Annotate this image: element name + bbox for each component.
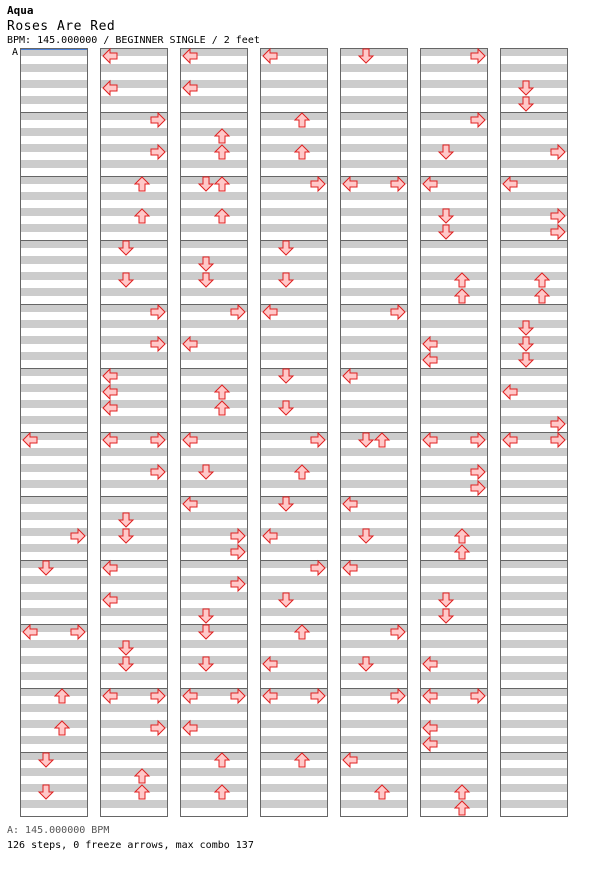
beat-stripe: [20, 448, 88, 456]
beat-stripe: [100, 176, 168, 184]
beat-stripe: [260, 160, 328, 168]
beat-stripe: [100, 448, 168, 456]
beat-stripe: [500, 672, 568, 680]
beat-stripe: [20, 368, 88, 376]
beat-stripe: [420, 672, 488, 680]
beat-stripe: [500, 400, 568, 408]
beat-stripe: [340, 416, 408, 424]
beat-stripe: [180, 384, 248, 392]
beat-stripe: [180, 480, 248, 488]
beat-stripe: [340, 64, 408, 72]
beat-stripe: [20, 656, 88, 664]
beat-stripe: [180, 512, 248, 520]
beat-stripe: [500, 336, 568, 344]
beat-stripe: [340, 592, 408, 600]
beat-stripe: [420, 640, 488, 648]
beat-stripe: [180, 400, 248, 408]
beat-stripe: [260, 608, 328, 616]
beat-stripe: [420, 624, 488, 632]
beat-stripe: [420, 576, 488, 584]
beat-stripe: [180, 672, 248, 680]
beat-stripe: [500, 480, 568, 488]
beat-stripe: [420, 544, 488, 552]
beat-stripe: [340, 272, 408, 280]
beat-stripe: [100, 160, 168, 168]
beat-stripe: [180, 64, 248, 72]
beat-stripe: [180, 240, 248, 248]
beat-stripe: [180, 352, 248, 360]
beat-stripe: [500, 704, 568, 712]
beat-stripe: [180, 640, 248, 648]
beat-stripe: [180, 592, 248, 600]
beat-stripe: [420, 320, 488, 328]
beat-stripe: [180, 608, 248, 616]
beat-stripe: [260, 224, 328, 232]
beat-stripe: [500, 576, 568, 584]
beat-stripe: [500, 528, 568, 536]
beat-stripe: [180, 368, 248, 376]
beat-stripe: [340, 448, 408, 456]
beat-stripe: [20, 256, 88, 264]
beat-stripe: [100, 64, 168, 72]
beat-stripe: [340, 96, 408, 104]
beat-stripe: [420, 272, 488, 280]
beat-stripe: [260, 192, 328, 200]
beat-stripe: [180, 128, 248, 136]
beat-stripe: [100, 128, 168, 136]
beat-stripe: [20, 544, 88, 552]
beat-stripe: [260, 128, 328, 136]
beat-stripe: [260, 720, 328, 728]
beat-stripe: [260, 448, 328, 456]
beat-stripe: [100, 288, 168, 296]
beat-stripe: [260, 240, 328, 248]
beat-stripe: [20, 688, 88, 696]
beat-stripe: [420, 192, 488, 200]
beat-stripe: [420, 528, 488, 536]
beat-stripe: [340, 736, 408, 744]
beat-stripe: [180, 416, 248, 424]
beat-stripe: [20, 608, 88, 616]
beat-stripe: [260, 336, 328, 344]
beat-stripe: [260, 272, 328, 280]
beat-stripe: [260, 352, 328, 360]
beat-stripe: [180, 272, 248, 280]
beat-stripe: [260, 480, 328, 488]
beat-stripe: [260, 640, 328, 648]
beat-stripe: [20, 240, 88, 248]
beat-stripe: [260, 96, 328, 104]
beat-stripe: [500, 496, 568, 504]
beat-stripe: [20, 112, 88, 120]
beat-stripe: [500, 656, 568, 664]
beat-stripe: [180, 784, 248, 792]
beat-stripe: [260, 592, 328, 600]
beat-stripe: [500, 272, 568, 280]
beat-stripe: [340, 400, 408, 408]
beat-stripe: [260, 256, 328, 264]
beat-stripe: [340, 800, 408, 808]
beat-stripe: [420, 288, 488, 296]
beat-stripe: [500, 608, 568, 616]
beat-stripe: [420, 240, 488, 248]
beat-stripe: [340, 160, 408, 168]
beat-stripe: [500, 640, 568, 648]
beat-stripe: [20, 176, 88, 184]
beat-stripe: [180, 624, 248, 632]
beat-stripe: [420, 512, 488, 520]
beat-stripe: [20, 704, 88, 712]
beat-stripe: [180, 656, 248, 664]
beat-stripe: [500, 64, 568, 72]
beat-stripe: [180, 192, 248, 200]
beat-stripe: [340, 352, 408, 360]
beat-stripe: [260, 672, 328, 680]
beat-stripe: [500, 768, 568, 776]
beat-stripe: [100, 512, 168, 520]
beat-stripe: [420, 800, 488, 808]
beat-stripe: [20, 272, 88, 280]
beat-stripe: [20, 416, 88, 424]
beat-stripe: [20, 800, 88, 808]
beat-stripe: [260, 208, 328, 216]
beat-stripe: [180, 224, 248, 232]
beat-stripe: [420, 400, 488, 408]
beat-stripe: [20, 64, 88, 72]
beat-stripe: [500, 304, 568, 312]
beat-stripe: [260, 752, 328, 760]
beat-stripe: [20, 736, 88, 744]
beat-stripe: [420, 784, 488, 792]
beat-stripe: [500, 560, 568, 568]
beat-stripe: [20, 592, 88, 600]
beat-stripe: [340, 288, 408, 296]
beat-stripe: [420, 608, 488, 616]
beat-stripe: [420, 224, 488, 232]
beat-stripe: [180, 320, 248, 328]
beat-stripe: [260, 320, 328, 328]
beat-stripe: [340, 720, 408, 728]
beat-stripe: [180, 800, 248, 808]
beat-stripe: [420, 448, 488, 456]
beat-stripe: [20, 224, 88, 232]
beat-stripe: [340, 256, 408, 264]
beat-stripe: [20, 496, 88, 504]
beat-stripe: [100, 240, 168, 248]
beat-stripe: [420, 416, 488, 424]
beat-stripe: [500, 800, 568, 808]
beat-stripe: [500, 544, 568, 552]
beat-stripe: [500, 48, 568, 56]
beat-stripe: [180, 448, 248, 456]
beat-stripe: [340, 544, 408, 552]
beat-stripe: [500, 96, 568, 104]
beat-stripe: [100, 656, 168, 664]
beat-stripe: [100, 208, 168, 216]
beat-stripe: [500, 240, 568, 248]
beat-stripe: [20, 320, 88, 328]
beat-stripe: [340, 432, 408, 440]
beat-stripe: [340, 768, 408, 776]
beat-stripe: [100, 224, 168, 232]
beat-stripe: [340, 512, 408, 520]
bpm-summary: A: 145.000000 BPM: [7, 825, 110, 836]
beat-stripe: [340, 192, 408, 200]
beat-stripe: [20, 400, 88, 408]
beat-stripe: [340, 208, 408, 216]
beat-stripe: [500, 288, 568, 296]
beat-stripe: [260, 800, 328, 808]
beat-stripe: [20, 480, 88, 488]
beat-stripe: [180, 256, 248, 264]
beat-stripe: [340, 80, 408, 88]
beat-stripe: [180, 176, 248, 184]
beat-stripe: [340, 224, 408, 232]
step-stats: 126 steps, 0 freeze arrows, max combo 137: [7, 840, 254, 851]
beat-stripe: [100, 320, 168, 328]
beat-stripe: [500, 512, 568, 520]
beat-stripe: [180, 560, 248, 568]
beat-stripe: [20, 96, 88, 104]
beat-stripe: [500, 448, 568, 456]
beat-stripe: [20, 304, 88, 312]
beat-stripe: [260, 112, 328, 120]
beat-stripe: [100, 416, 168, 424]
beat-stripe: [180, 768, 248, 776]
beat-stripe: [340, 576, 408, 584]
beat-stripe: [260, 400, 328, 408]
beat-stripe: [260, 576, 328, 584]
beat-stripe: [420, 64, 488, 72]
beat-stripe: [500, 256, 568, 264]
beat-stripe: [180, 752, 248, 760]
beat-stripe: [100, 640, 168, 648]
beat-stripe: [420, 560, 488, 568]
beat-stripe: [500, 112, 568, 120]
beat-stripe: [100, 736, 168, 744]
beat-stripe: [340, 784, 408, 792]
beat-stripe: [100, 784, 168, 792]
beat-stripe: [100, 608, 168, 616]
beat-stripe: [100, 272, 168, 280]
artist-name: Aqua: [7, 4, 34, 17]
beat-stripe: [340, 528, 408, 536]
song-title: Roses Are Red: [7, 19, 116, 34]
beat-stripe: [340, 48, 408, 56]
beat-stripe: [340, 464, 408, 472]
beat-stripe: [180, 464, 248, 472]
beat-stripe: [340, 144, 408, 152]
beat-stripe: [180, 112, 248, 120]
beat-stripe: [420, 304, 488, 312]
beat-stripe: [340, 384, 408, 392]
beat-stripe: [500, 80, 568, 88]
beat-stripe: [420, 704, 488, 712]
beat-stripe: [260, 768, 328, 776]
beat-stripe: [180, 736, 248, 744]
beat-stripe: [340, 656, 408, 664]
beat-stripe: [20, 352, 88, 360]
beat-stripe: [100, 544, 168, 552]
beat-stripe: [260, 704, 328, 712]
beat-stripe: [420, 96, 488, 104]
beat-stripe: [20, 208, 88, 216]
beat-stripe: [420, 144, 488, 152]
beat-stripe: [340, 704, 408, 712]
beat-stripe: [20, 512, 88, 520]
beat-stripe: [180, 96, 248, 104]
beat-stripe: [100, 768, 168, 776]
beat-stripe: [260, 368, 328, 376]
beat-stripe: [20, 336, 88, 344]
beat-stripe: [100, 96, 168, 104]
beat-stripe: [500, 160, 568, 168]
beat-stripe: [20, 384, 88, 392]
beat-stripe: [260, 736, 328, 744]
beat-stripe: [180, 160, 248, 168]
beat-stripe: [420, 160, 488, 168]
beat-stripe: [420, 592, 488, 600]
beat-stripe: [100, 624, 168, 632]
beat-stripe: [420, 368, 488, 376]
beat-stripe: [20, 784, 88, 792]
beat-stripe: [340, 480, 408, 488]
beat-stripe: [180, 208, 248, 216]
beat-stripe: [20, 640, 88, 648]
beat-stripe: [500, 320, 568, 328]
beat-stripe: [100, 800, 168, 808]
bpm-marker-label: A: [12, 47, 19, 58]
beat-stripe: [100, 528, 168, 536]
beat-stripe: [500, 720, 568, 728]
beat-stripe: [260, 624, 328, 632]
beat-stripe: [260, 80, 328, 88]
beat-stripe: [20, 160, 88, 168]
beat-stripe: [420, 208, 488, 216]
beat-stripe: [100, 480, 168, 488]
beat-stripe: [260, 464, 328, 472]
beat-stripe: [500, 624, 568, 632]
beat-stripe: [260, 496, 328, 504]
beat-stripe: [500, 592, 568, 600]
beat-stripe: [340, 112, 408, 120]
beat-stripe: [100, 192, 168, 200]
beat-stripe: [180, 144, 248, 152]
beat-stripe: [180, 288, 248, 296]
beat-stripe: [100, 704, 168, 712]
beat-stripe: [500, 688, 568, 696]
beat-stripe: [500, 736, 568, 744]
beat-stripe: [500, 464, 568, 472]
beat-stripe: [340, 336, 408, 344]
beat-stripe: [340, 640, 408, 648]
beat-stripe: [260, 416, 328, 424]
beat-stripe: [20, 560, 88, 568]
beat-stripe: [420, 256, 488, 264]
beat-stripe: [100, 352, 168, 360]
beat-stripe: [340, 128, 408, 136]
beat-stripe: [20, 464, 88, 472]
chart-info: BPM: 145.000000 / BEGINNER SINGLE / 2 feet: [7, 35, 260, 46]
beat-stripe: [260, 288, 328, 296]
beat-stripe: [500, 752, 568, 760]
beat-stripe: [20, 720, 88, 728]
beat-stripe: [20, 80, 88, 88]
beat-stripe: [100, 752, 168, 760]
beat-stripe: [340, 608, 408, 616]
beat-stripe: [20, 128, 88, 136]
beat-stripe: [100, 672, 168, 680]
beat-stripe: [420, 384, 488, 392]
beat-stripe: [260, 512, 328, 520]
beat-stripe: [340, 240, 408, 248]
beat-stripe: [20, 672, 88, 680]
beat-stripe: [20, 144, 88, 152]
beat-stripe: [420, 80, 488, 88]
beat-stripe: [100, 256, 168, 264]
beat-stripe: [260, 784, 328, 792]
beat-stripe: [420, 128, 488, 136]
beat-stripe: [180, 704, 248, 712]
beat-stripe: [420, 752, 488, 760]
beat-stripe: [100, 576, 168, 584]
beat-stripe: [340, 320, 408, 328]
beat-stripe: [260, 64, 328, 72]
beat-stripe: [500, 192, 568, 200]
beat-stripe: [500, 784, 568, 792]
beat-stripe: [20, 768, 88, 776]
beat-stripe: [500, 128, 568, 136]
beat-stripe: [340, 672, 408, 680]
beat-stripe: [20, 288, 88, 296]
beat-stripe: [500, 368, 568, 376]
beat-stripe: [260, 144, 328, 152]
beat-stripe: [420, 496, 488, 504]
beat-stripe: [100, 496, 168, 504]
beat-stripe: [420, 768, 488, 776]
beat-stripe: [20, 192, 88, 200]
beat-stripe: [20, 576, 88, 584]
beat-stripe: [260, 544, 328, 552]
beat-stripe: [260, 384, 328, 392]
bpm-marker-line: [21, 49, 87, 50]
beat-stripe: [20, 752, 88, 760]
beat-stripe: [500, 352, 568, 360]
